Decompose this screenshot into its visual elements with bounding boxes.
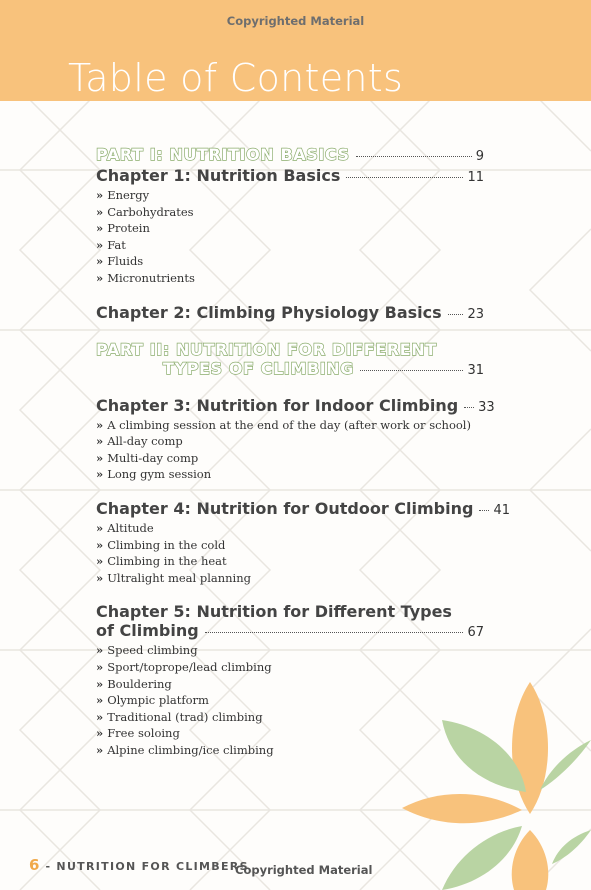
- dot-leader: [448, 314, 464, 315]
- running-footer: [29, 856, 249, 874]
- part-heading: PART I: NUTRITION BASICS: [96, 145, 350, 164]
- chapter-heading-line-1: Chapter 5: Nutrition for Different Types: [96, 602, 452, 622]
- book-title: - NUTRITION FOR CLIMBERS: [45, 860, 249, 873]
- chapter-heading: Chapter 3: Nutrition for Indoor Climbing: [96, 395, 459, 415]
- toc-entry-chapter-3[interactable]: [96, 395, 495, 415]
- chapter-1-topics: [96, 187, 484, 287]
- topic-item: » Traditional (trad) climbing: [96, 709, 484, 726]
- chapter-heading: Chapter 1: Nutrition Basics: [96, 166, 341, 185]
- topic-item: » Energy: [96, 187, 484, 204]
- topic-item: » Sport/toprope/lead climbing: [96, 659, 484, 676]
- topic-item: » Climbing in the cold: [96, 537, 484, 554]
- dot-leader: [360, 370, 463, 371]
- topic-item: » All-day comp: [96, 433, 484, 450]
- topic-item: » Carbohydrates: [96, 204, 484, 221]
- topic-item: » Ultralight meal planning: [96, 570, 484, 587]
- dot-leader: [479, 510, 489, 511]
- topic-item: » Speed climbing: [96, 642, 484, 659]
- toc-entry-chapter-2[interactable]: [96, 303, 484, 322]
- chapter-3-topics: [96, 417, 484, 483]
- toc-entry-chapter-5[interactable]: [96, 602, 484, 640]
- topic-item: » Protein: [96, 220, 484, 237]
- topic-item: » A climbing session at the end of the day (after work or school): [96, 417, 484, 434]
- toc-entry-chapter-4[interactable]: [96, 498, 510, 518]
- chapter-heading-line-2: of Climbing: [96, 621, 199, 641]
- page-number: 41: [493, 502, 510, 518]
- part-heading-line-2: TYPES OF CLIMBING: [163, 358, 355, 378]
- part-heading-line-1: PART II: NUTRITION FOR DIFFERENT: [96, 339, 437, 359]
- page-number: 33: [478, 399, 495, 415]
- dot-leader: [356, 156, 472, 157]
- dot-leader: [346, 177, 463, 178]
- folio-page-number: 6: [29, 856, 40, 874]
- toc-entry-part-1[interactable]: [96, 145, 484, 164]
- topic-item: » Climbing in the heat: [96, 553, 484, 570]
- page-title: Table of Contents: [68, 56, 404, 100]
- copyright-notice-bottom: Copyrighted Material: [235, 863, 373, 877]
- page-number: 67: [467, 625, 484, 641]
- topic-item: » Fluids: [96, 253, 484, 270]
- topic-item: » Altitude: [96, 520, 484, 537]
- chapter-5-topics: [96, 642, 484, 758]
- dot-leader: [205, 632, 464, 633]
- topic-item: » Micronutrients: [96, 270, 484, 287]
- chapter-4-topics: [96, 520, 484, 586]
- page-number: 31: [467, 362, 484, 378]
- chapter-heading: Chapter 4: Nutrition for Outdoor Climbing: [96, 498, 474, 518]
- topic-item: » Bouldering: [96, 676, 484, 693]
- toc-entry-part-2[interactable]: [96, 340, 484, 378]
- topic-item: » Multi-day comp: [96, 450, 484, 467]
- title-banner: [0, 0, 591, 101]
- table-of-contents: [96, 145, 510, 758]
- topic-item: » Olympic platform: [96, 692, 484, 709]
- topic-item: » Long gym session: [96, 466, 484, 483]
- dot-leader: [464, 407, 474, 408]
- topic-item: » Alpine climbing/ice climbing: [96, 742, 484, 759]
- page-number: 9: [475, 149, 484, 164]
- page-number: 23: [467, 306, 484, 322]
- topic-item: » Free soloing: [96, 725, 484, 742]
- chapter-heading: Chapter 2: Climbing Physiology Basics: [96, 302, 442, 322]
- topic-item: » Fat: [96, 237, 484, 254]
- copyright-notice-top: Copyrighted Material: [226, 14, 365, 28]
- toc-entry-chapter-1[interactable]: [96, 166, 484, 185]
- page-number: 11: [467, 170, 484, 185]
